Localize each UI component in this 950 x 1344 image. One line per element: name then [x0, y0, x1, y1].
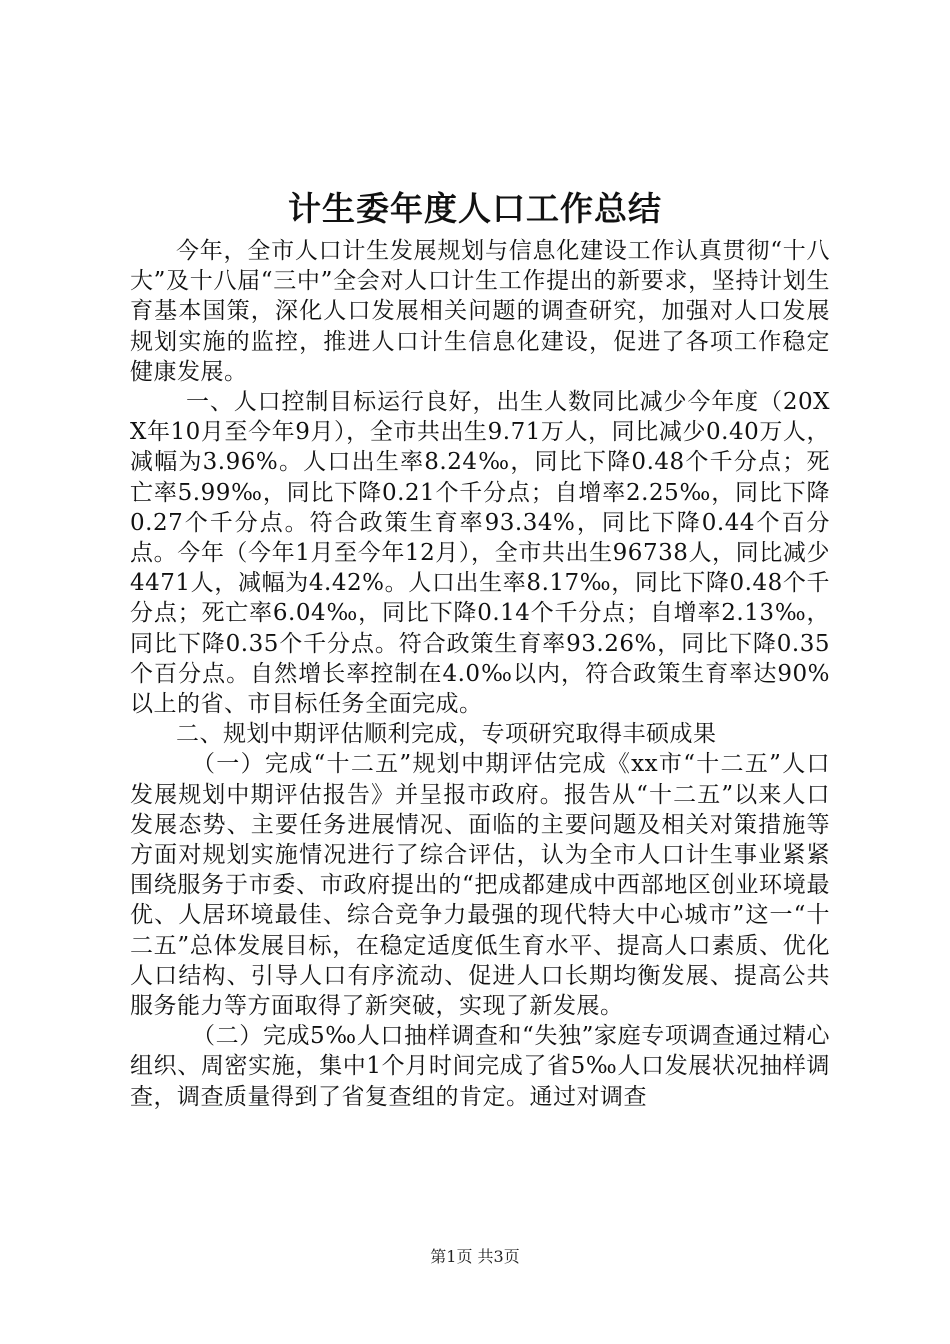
intro-paragraph: 今年，全市人口计生发展规划与信息化建设工作认真贯彻“十八大”及十八届“三中”全会对人口计生工作提出的新要求，坚持计划生育基本国策，深化人口发展相关问题的调查研究，加强对人口发展规划实施的监控，推进人口计生信息化建设，促进了各项工作稳定健康发展。 — [130, 238, 830, 385]
section-one-paragraph: 一、人口控制目标运行良好，出生人数同比减少今年度（20XX年10月至今年9月），全市共出生9.71万人，同比减少0.40万人，减幅为3.96%。人口出生率8.24‰，同比下降0.48个千分点；死亡率5.99‰，同比下降0.21个千分点；自增率2.25‰，同比下降0.27个千分点。符合政策生育率93.34%，同比下降0.44个百分点。今年（今年1月至今年12月），全市共出生96738人，同比减少4471人，减幅为4.42%。人口出生率8.17‰，同比下降0.48个千分点；死亡率6.04‰，同比下降0.14个千分点；自增率2.13‰，同比下降0.35个千分点。符合政策生育率93.26%，同比下降0.35个百分点。自然增长率控制在4.0‰以内，符合政策生育率达90%以上的省、市目标任务全面完成。 — [130, 389, 830, 718]
document-body — [130, 236, 830, 1112]
subsection-one-paragraph: （一）完成“十二五”规划中期评估完成《xx市“十二五”人口发展规划中期评估报告》并呈报市政府。报告从“十二五”以来人口发展态势、主要任务进展情况、面临的主要问题及相关对策措施等方面对规划实施情况进行了综合评估，认为全市人口计生事业紧紧围绕服务于市委、市政府提出的“把成都建成中西部地区创业环境最优、人居环境最佳、综合竞争力最强的现代特大中心城市”这一“十二五”总体发展目标，在稳定适度低生育水平、提高人口素质、优化人口结构、引导人口有序流动、促进人口长期均衡发展、提高公共服务能力等方面取得了新突破，实现了新发展。 — [130, 751, 830, 1020]
section-two-heading: 二、规划中期评估顺利完成，专项研究取得丰硕成果 — [176, 721, 717, 748]
subsection-two-paragraph: （二）完成5‰人口抽样调查和“失独”家庭专项调查通过精心组织、周密实施，集中1个月时间完成了省5‰人口发展状况抽样调查，调查质量得到了省复查组的肯定。通过对调查 — [130, 1023, 830, 1110]
document-title: 计生委年度人口工作总结 — [288, 189, 662, 228]
page-number-footer: 第1页 共3页 — [430, 1247, 520, 1266]
